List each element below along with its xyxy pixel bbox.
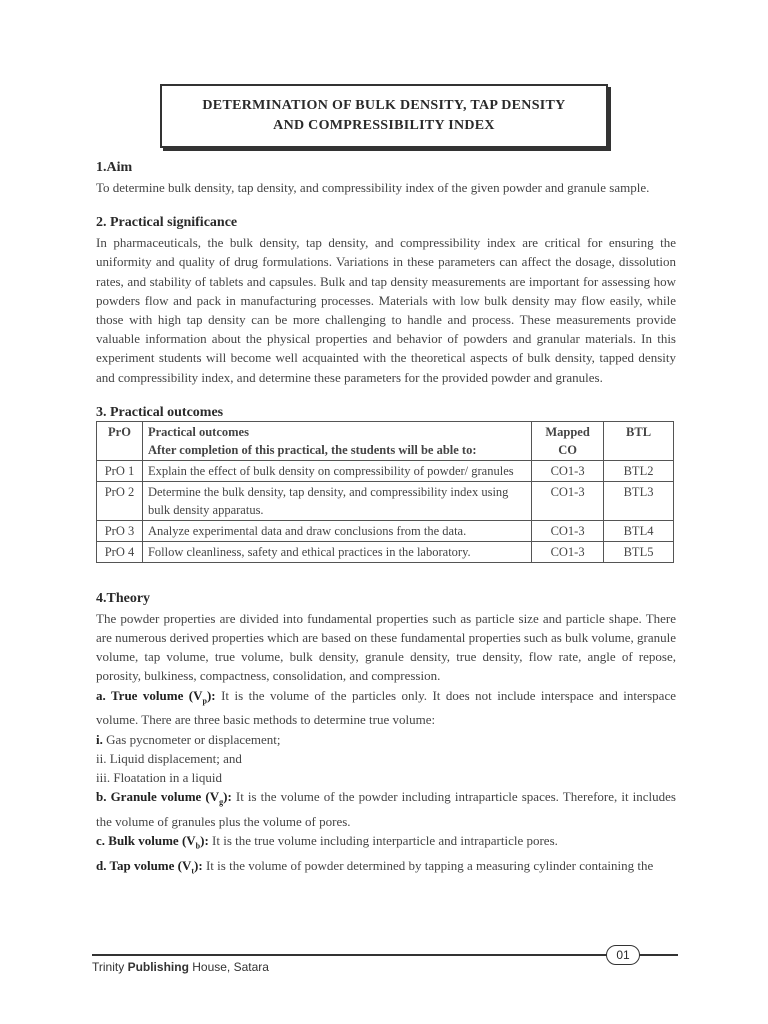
title-box: [160, 84, 608, 148]
tap-volume-term: d. Tap volume (V: [96, 858, 192, 874]
true-volume-label: [96, 687, 216, 706]
tap-volume-sub: t: [191, 866, 195, 876]
row-pro: PrO 2: [97, 481, 143, 520]
bulk-volume-label: [96, 833, 209, 851]
row-pro: PrO 4: [97, 541, 143, 562]
aim-text: To determine bulk density, tap density, and compressibility index of the given powder and granule sample.: [96, 180, 650, 195]
footer-divider: [92, 954, 678, 956]
granule-volume-text: It is the volume of the powder including intraparticle spaces. Therefore, it includes the volume of granules plus the volume of pores.: [96, 789, 676, 830]
publisher-part-2: Publishing: [127, 960, 189, 974]
granule-volume-label: [96, 789, 232, 807]
method-iii: iii. Floatation in a liquid: [96, 770, 223, 786]
row-btl: BTL5: [604, 541, 674, 562]
significance-heading: 2. Practical significance: [96, 215, 238, 231]
content: [96, 158, 676, 881]
table-row: [97, 541, 674, 562]
header-outcomes-title: Practical outcomes: [147, 424, 249, 439]
row-outcome: Determine the bulk density, tap density, and compressibility index using bulk density apparatus.: [142, 481, 531, 520]
method-i-label: i.: [96, 731, 103, 747]
significance-text: In pharmaceuticals, the bulk density, tap density, and compressibility index are critical for ensuring the uniformity and quality of drug formulations. Variations in these parameters can affect the dosage, dissolution rates, and stability of tablets and capsules. Bulk and tap density measurements are important for assessing how powders flow and pack in manufacturing processes. Materials with low bulk density may flow easily, while those with high tap density can be more challenging to handle and process. These measurements provide valuable information about the physical properties and behavior of powders and granular materials. In this experiment students will become well acquainted with the theoretical aspects of bulk density, tapped density and compressibility index, and determine these parameters for the provided powder and granules.: [96, 235, 676, 385]
row-outcome: Follow cleanliness, safety and ethical practices in the laboratory.: [142, 541, 531, 562]
theory-section: [96, 589, 676, 881]
table-row: [97, 520, 674, 541]
header-mapped-co: [532, 421, 604, 460]
row-outcome: Analyze experimental data and draw conclusions from the data.: [142, 520, 531, 541]
bulk-volume-text: It is the true volume including interparticle and intraparticle pores.: [208, 833, 558, 849]
publisher-footer: [92, 960, 269, 974]
row-co: CO1-3: [532, 481, 604, 520]
true-volume-close: ):: [206, 687, 216, 703]
theory-intro: The powder properties are divided into fundamental properties such as particle size and particle shape. There are numerous derived properties which are based on these fundamental properties such as bulk volume, granule volume, tap volume, true volume, bulk density, granule density, true density, flow rate, angle of repose, porosity, bulkiness, compactness, consolidation, and compression.: [96, 610, 676, 684]
table-row: [97, 481, 674, 520]
tap-volume-para: [96, 856, 676, 881]
header-outcomes: [142, 421, 531, 460]
true-volume-text: It is the volume of the particles only. It does not include interspace and interspace volume. There are three basic methods to determine true volume:: [96, 687, 676, 728]
granule-volume-sub: g: [219, 797, 224, 807]
publisher-part-1: Trinity: [92, 960, 128, 974]
publisher-part-3: House, Satara: [188, 960, 269, 974]
page-number: 01: [606, 945, 640, 965]
outcomes-heading: 3. Practical outcomes: [96, 404, 224, 420]
true-volume-sub: p: [202, 696, 207, 706]
tap-volume-close: ):: [194, 858, 203, 874]
bulk-volume-term: c. Bulk volume (V: [96, 833, 196, 849]
row-pro: PrO 1: [97, 460, 143, 481]
granule-volume-term: b. Granule volume (V: [96, 789, 220, 805]
true-volume-term: a. True volume (V: [96, 687, 203, 703]
outcomes-table: [96, 421, 674, 563]
bulk-volume-para: [96, 831, 676, 856]
granule-volume-para: [96, 787, 676, 831]
header-mapped-label: Mapped: [545, 424, 590, 439]
aim-section: [96, 158, 676, 197]
header-co-label: CO: [558, 442, 577, 457]
title-line-1: DETERMINATION OF BULK DENSITY, TAP DENSITY: [202, 98, 566, 113]
tap-volume-text: It is the volume of powder determined by tapping a measuring cylinder containing the: [202, 858, 654, 874]
row-outcome: Explain the effect of bulk density on compressibility of powder/ granules: [142, 460, 531, 481]
tap-volume-label: [96, 858, 203, 876]
method-i: [96, 730, 676, 749]
method-i-text: Gas pycnometer or displacement;: [102, 731, 281, 747]
bulk-volume-sub: b: [195, 841, 201, 851]
row-btl: BTL3: [604, 481, 674, 520]
granule-volume-close: ):: [223, 789, 232, 805]
outcomes-section: [96, 405, 676, 563]
aim-heading: 1.Aim: [96, 160, 133, 175]
true-volume-para: [96, 686, 676, 730]
row-co: CO1-3: [532, 460, 604, 481]
significance-section: [96, 213, 676, 387]
table-header-row: [97, 421, 674, 460]
header-btl: BTL: [604, 421, 674, 460]
title-line-2: AND COMPRESSIBILITY INDEX: [273, 118, 495, 133]
theory-heading: 4.Theory: [96, 590, 151, 606]
table-row: [97, 460, 674, 481]
row-co: CO1-3: [532, 520, 604, 541]
row-co: CO1-3: [532, 541, 604, 562]
row-pro: PrO 3: [97, 520, 143, 541]
header-outcomes-sub: After completion of this practical, the students will be able to:: [147, 442, 477, 457]
header-pro: PrO: [97, 421, 143, 460]
bulk-volume-close: ):: [200, 833, 209, 849]
method-ii: ii. Liquid displacement; and: [96, 750, 242, 766]
row-btl: BTL4: [604, 520, 674, 541]
row-btl: BTL2: [604, 460, 674, 481]
